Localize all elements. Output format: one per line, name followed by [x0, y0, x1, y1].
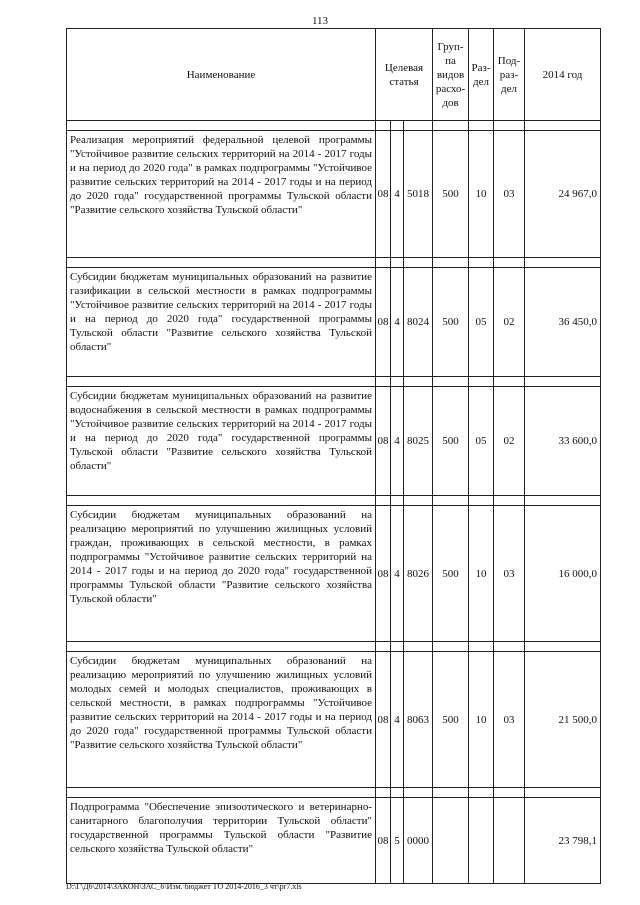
expense-group: 500 — [433, 387, 469, 496]
spacer-cell — [67, 496, 376, 506]
spacer-cell — [376, 121, 391, 131]
expense-group: 500 — [433, 268, 469, 377]
row-description: Субсидии бюджетам муниципальных образований на реализацию мероприятий по улучшению жилищных условий граждан, проживающих в сельской местности, в рамках подпрограммы "Устойчивое развитие сельских территорий на 2014 - 2017 годы и на период до 2020 года" государственной программы Тульской области "Развитие сельского хозяйства Тульской области" — [67, 506, 376, 642]
spacer-cell — [494, 258, 525, 268]
section: 10 — [469, 131, 494, 258]
budget-table — [66, 28, 601, 884]
subsection: 02 — [494, 387, 525, 496]
spacer-cell — [433, 377, 469, 387]
row-description: Субсидии бюджетам муниципальных образований на реализацию мероприятий по улучшению жилищных условий молодых семей и молодых специалистов, проживающих в сельской местности, в рамках подпрограммы "Устойчивое развитие сельских территорий на 2014 - 2017 годы и на период до 2020 года" государственной программы Тульской области "Развитие сельского хозяйства Тульской области" — [67, 652, 376, 788]
spacer-cell — [469, 642, 494, 652]
expense-group: 500 — [433, 652, 469, 788]
expense-group: 500 — [433, 506, 469, 642]
code-program: 08 — [376, 387, 391, 496]
code-direction: 0000 — [404, 798, 433, 884]
spacer-cell — [391, 788, 404, 798]
spacer-cell — [67, 258, 376, 268]
spacer-cell — [376, 788, 391, 798]
code-program: 08 — [376, 506, 391, 642]
row-description: Субсидии бюджетам муниципальных образований на развитие газификации в сельской местности в рамках подпрограммы "Устойчивое развитие сельских территорий на 2014 - 2017 годы и на период до 2020 года" государственной программы Тульской области "Развитие сельского хозяйства Тульской области" — [67, 268, 376, 377]
spacer-cell — [494, 377, 525, 387]
code-subprogram: 4 — [391, 268, 404, 377]
code-direction: 8026 — [404, 506, 433, 642]
section: 10 — [469, 506, 494, 642]
row-spacer — [67, 788, 601, 798]
spacer-cell — [469, 258, 494, 268]
row-description: Субсидии бюджетам муниципальных образований на развитие водоснабжения в сельской местности в рамках подпрограммы "Устойчивое развитие сельских территорий на 2014 - 2017 годы и на период до 2020 года" государственной программы Тульской области "Развитие сельского хозяйства Тульской области" — [67, 387, 376, 496]
row-spacer — [67, 377, 601, 387]
spacer-cell — [494, 642, 525, 652]
code-direction: 8063 — [404, 652, 433, 788]
code-program: 08 — [376, 268, 391, 377]
spacer-cell — [433, 642, 469, 652]
table-row — [67, 387, 601, 496]
spacer-cell — [433, 258, 469, 268]
amount-2014: 23 798,1 — [525, 798, 601, 884]
spacer-cell — [525, 258, 601, 268]
spacer-cell — [525, 788, 601, 798]
spacer-cell — [494, 496, 525, 506]
spacer-cell — [469, 496, 494, 506]
spacer-cell — [494, 788, 525, 798]
spacer-cell — [376, 642, 391, 652]
table-header-row — [67, 29, 601, 121]
footer-file-path: D:\Г\Д6\2014\ЗАКОН\ЗАС_6\Изм. бюджет ТО 2014-2016_3 чт\pr7.xls — [66, 882, 302, 891]
table-row — [67, 506, 601, 642]
spacer-cell — [525, 377, 601, 387]
expense-group — [433, 798, 469, 884]
row-spacer — [67, 496, 601, 506]
expense-group: 500 — [433, 131, 469, 258]
code-subprogram: 5 — [391, 798, 404, 884]
spacer-cell — [67, 377, 376, 387]
table-row — [67, 131, 601, 258]
subsection: 03 — [494, 506, 525, 642]
code-program: 08 — [376, 798, 391, 884]
row-spacer — [67, 642, 601, 652]
spacer-cell — [391, 642, 404, 652]
code-subprogram: 4 — [391, 652, 404, 788]
subsection — [494, 798, 525, 884]
section: 10 — [469, 652, 494, 788]
code-subprogram: 4 — [391, 131, 404, 258]
table-row — [67, 268, 601, 377]
spacer-cell — [404, 121, 433, 131]
spacer-cell — [404, 642, 433, 652]
subsection: 03 — [494, 131, 525, 258]
header-section: Раз- дел — [469, 29, 494, 121]
header-expense-group: Груп- па видов расхо- дов — [433, 29, 469, 121]
subsection: 03 — [494, 652, 525, 788]
spacer-cell — [433, 788, 469, 798]
header-year: 2014 год — [525, 29, 601, 121]
amount-2014: 16 000,0 — [525, 506, 601, 642]
code-program: 08 — [376, 652, 391, 788]
spacer-cell — [469, 788, 494, 798]
spacer-cell — [67, 121, 376, 131]
spacer-cell — [67, 788, 376, 798]
subsection: 02 — [494, 268, 525, 377]
spacer-cell — [404, 788, 433, 798]
header-target-article: Целевая статья — [376, 29, 433, 121]
spacer-cell — [469, 121, 494, 131]
row-spacer — [67, 258, 601, 268]
amount-2014: 24 967,0 — [525, 131, 601, 258]
spacer-cell — [404, 258, 433, 268]
table-row — [67, 652, 601, 788]
spacer-cell — [525, 121, 601, 131]
code-subprogram: 4 — [391, 506, 404, 642]
row-description: Реализация мероприятий федеральной целевой программы "Устойчивое развитие сельских территорий на 2014 - 2017 годы и на период до 2020 года" в рамках подпрограммы "Устойчивое развитие сельских территорий на 2014 - 2017 годы и на период до 2020 года" государственной программы Тульской области "Развитие сельского хозяйства Тульской области" — [67, 131, 376, 258]
spacer-cell — [391, 377, 404, 387]
spacer-cell — [494, 121, 525, 131]
spacer-cell — [391, 258, 404, 268]
spacer-cell — [391, 496, 404, 506]
spacer-cell — [376, 377, 391, 387]
spacer-cell — [376, 258, 391, 268]
spacer-cell — [433, 496, 469, 506]
spacer-cell — [525, 496, 601, 506]
code-direction: 8024 — [404, 268, 433, 377]
page-number: 113 — [311, 15, 329, 27]
section: 05 — [469, 387, 494, 496]
spacer-cell — [525, 642, 601, 652]
spacer-cell — [376, 496, 391, 506]
spacer-cell — [404, 377, 433, 387]
code-program: 08 — [376, 131, 391, 258]
spacer-cell — [469, 377, 494, 387]
header-name: Наименование — [67, 29, 376, 121]
code-direction: 8025 — [404, 387, 433, 496]
amount-2014: 21 500,0 — [525, 652, 601, 788]
amount-2014: 36 450,0 — [525, 268, 601, 377]
table-row — [67, 798, 601, 884]
section — [469, 798, 494, 884]
row-description: Подпрограмма "Обеспечение эпизоотического и ветеринарно-санитарного благополучия территории Тульской области" государственной программы Тульской области "Развитие сельского хозяйства Тульской области" — [67, 798, 376, 884]
spacer-cell — [404, 496, 433, 506]
header-subsection: Под- раз- дел — [494, 29, 525, 121]
row-spacer — [67, 121, 601, 131]
section: 05 — [469, 268, 494, 377]
spacer-cell — [433, 121, 469, 131]
amount-2014: 33 600,0 — [525, 387, 601, 496]
spacer-cell — [67, 642, 376, 652]
code-direction: 5018 — [404, 131, 433, 258]
spacer-cell — [391, 121, 404, 131]
code-subprogram: 4 — [391, 387, 404, 496]
